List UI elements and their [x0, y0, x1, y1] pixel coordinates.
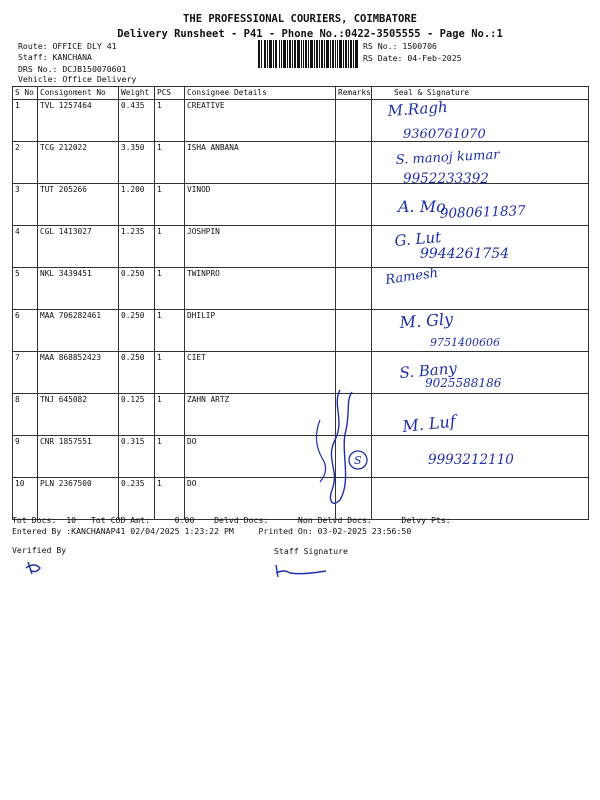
- cell-sno: 10: [13, 478, 38, 520]
- cell-signature: [372, 436, 589, 478]
- cell-sno: 1: [13, 100, 38, 142]
- staff-signature-mark: [272, 561, 332, 581]
- table-row: [13, 184, 589, 226]
- cell-weight: 0.315: [119, 436, 155, 478]
- table-row: [13, 352, 589, 394]
- staff-signature-label: Staff Signature: [274, 546, 348, 556]
- table-row: [13, 310, 589, 352]
- verified-by-signature: [24, 558, 54, 578]
- cell-signature: [372, 352, 589, 394]
- cell-sno: 4: [13, 226, 38, 268]
- cell-signature: [372, 310, 589, 352]
- cell-sno: 5: [13, 268, 38, 310]
- cell-consignee: DHILIP: [185, 310, 336, 352]
- cell-remarks: [336, 352, 372, 394]
- cell-pcs: 1: [155, 352, 185, 394]
- cell-sno: 6: [13, 310, 38, 352]
- signature-7: S. Bany: [398, 359, 458, 382]
- cell-signature: [372, 184, 589, 226]
- cell-pcs: 1: [155, 142, 185, 184]
- staff-label: Staff: KANCHANA: [18, 52, 92, 62]
- cell-consignee: DO: [185, 436, 336, 478]
- cell-sno: 9: [13, 436, 38, 478]
- cell-remarks: [336, 100, 372, 142]
- header-consignment-no: Consignment No: [38, 87, 119, 100]
- cell-remarks: [336, 184, 372, 226]
- cell-consignee: CIET: [185, 352, 336, 394]
- header-sno: S No: [13, 87, 38, 100]
- cell-pcs: 1: [155, 268, 185, 310]
- cell-consignee: CREATIVE: [185, 100, 336, 142]
- cell-weight: 0.435: [119, 100, 155, 142]
- cell-sno: 8: [13, 394, 38, 436]
- cell-signature: [372, 478, 589, 520]
- header-consignee-details: Consignee Details: [185, 87, 336, 100]
- cell-consignee: JOSHPIN: [185, 226, 336, 268]
- vehicle-label: Vehicle: Office Delivery: [18, 74, 137, 84]
- cell-sno: 3: [13, 184, 38, 226]
- phone-8: 9993212110: [428, 452, 514, 468]
- cell-signature: [372, 142, 589, 184]
- cell-remarks: [336, 142, 372, 184]
- cell-consignee: ISHA ANBANA: [185, 142, 336, 184]
- table-row: [13, 226, 589, 268]
- cell-consignment-no: TNJ 645082: [38, 394, 119, 436]
- cell-pcs: 1: [155, 226, 185, 268]
- signature-5: Ramesh: [384, 265, 439, 288]
- signature-4: G. Lut: [393, 227, 442, 250]
- cell-consignment-no: CNR 1857551: [38, 436, 119, 478]
- cell-weight: 1.200: [119, 184, 155, 226]
- cell-signature: [372, 226, 589, 268]
- document-subtitle: Delivery Runsheet - P41 - Phone No.:0422-3505555 - Page No.:1: [117, 28, 503, 40]
- cell-consignee: ZAHN ARTZ: [185, 394, 336, 436]
- cell-pcs: 1: [155, 478, 185, 520]
- cell-weight: 0.250: [119, 268, 155, 310]
- cell-signature: [372, 265, 589, 310]
- cell-signature: [372, 394, 589, 436]
- cell-remarks: [336, 268, 372, 310]
- totals-line: Tot Docs: 10 Tot COD Amt: 0.00 Delvd Docs: Non Delvd Docs: Delvy Pts:: [12, 515, 451, 525]
- cell-remarks: [336, 226, 372, 268]
- cell-pcs: 1: [155, 310, 185, 352]
- header-weight: Weight: [119, 87, 155, 100]
- signature-1: M.Ragh: [387, 97, 449, 120]
- cell-consignee: TWINPRO: [185, 268, 336, 310]
- phone-3: 9080611837: [439, 203, 526, 222]
- cell-remarks: [336, 436, 372, 478]
- header-seal-signature: Seal & Signature: [372, 87, 589, 100]
- phone-4: 9944261754: [420, 246, 510, 262]
- cell-weight: 3.350: [119, 142, 155, 184]
- table-row: [13, 478, 589, 520]
- cell-pcs: 1: [155, 436, 185, 478]
- entered-by-line: Entered By :KANCHANAP41 02/04/2025 1:23:22 PM Printed On: 03-02-2025 23:56:50: [12, 526, 412, 536]
- cell-consignment-no: MAA 706282461: [38, 310, 119, 352]
- cell-remarks: [336, 310, 372, 352]
- phone-6: 9751400606: [430, 336, 500, 349]
- signature-8: M. Luf: [401, 411, 457, 436]
- table-row: [13, 142, 589, 184]
- phone-7: 9025588186: [425, 376, 502, 390]
- phone-2: 9952233392: [403, 171, 489, 187]
- phone-1: 9360761070: [403, 127, 486, 142]
- cell-remarks: [336, 478, 372, 520]
- cell-sno: 2: [13, 142, 38, 184]
- route-label: Route: OFFICE DLY 41: [18, 41, 117, 51]
- cell-weight: 1.235: [119, 226, 155, 268]
- signature-6: M. Gly: [398, 309, 454, 332]
- header-pcs: PCS: [155, 87, 185, 100]
- cell-weight: 0.235: [119, 478, 155, 520]
- encircled-s-letter: S: [354, 454, 362, 467]
- cell-pcs: 1: [155, 394, 185, 436]
- table-row: [13, 100, 589, 142]
- cell-pcs: 1: [155, 184, 185, 226]
- cell-weight: 0.250: [119, 310, 155, 352]
- runsheet-table: [12, 86, 589, 520]
- cell-consignee: VINOD: [185, 184, 336, 226]
- cell-consignment-no: CGL 1413027: [38, 226, 119, 268]
- table-row: [13, 394, 589, 436]
- cell-consignment-no: PLN 2367500: [38, 478, 119, 520]
- table-row: [13, 268, 589, 310]
- cell-consignment-no: TCG 212022: [38, 142, 119, 184]
- table-row: [13, 436, 589, 478]
- barcode: [258, 40, 358, 68]
- rs-date: RS Date: 04-Feb-2025: [363, 53, 462, 63]
- table-header-row: [13, 87, 589, 100]
- cell-weight: 0.250: [119, 352, 155, 394]
- cell-weight: 0.125: [119, 394, 155, 436]
- document-title: THE PROFESSIONAL COURIERS, COIMBATORE: [183, 13, 417, 25]
- header-remarks: Remarks: [336, 87, 372, 100]
- cell-pcs: 1: [155, 100, 185, 142]
- signature-2: S. manoj kumar: [395, 147, 500, 168]
- signature-3: A. Mo: [398, 197, 446, 216]
- verified-by-label: Verified By: [12, 545, 67, 555]
- cell-sno: 7: [13, 352, 38, 394]
- cell-consignment-no: TVL 1257464: [38, 100, 119, 142]
- cell-signature: [372, 97, 589, 142]
- cell-remarks: [336, 394, 372, 436]
- cell-consignee: DO: [185, 478, 336, 520]
- cell-consignment-no: MAA 868852423: [38, 352, 119, 394]
- drs-number: DRS No.: DCJB150070601: [18, 64, 127, 74]
- cell-consignment-no: TUT 205266: [38, 184, 119, 226]
- cell-consignment-no: NKL 3439451: [38, 268, 119, 310]
- rs-number: RS No.: 1500706: [363, 41, 437, 51]
